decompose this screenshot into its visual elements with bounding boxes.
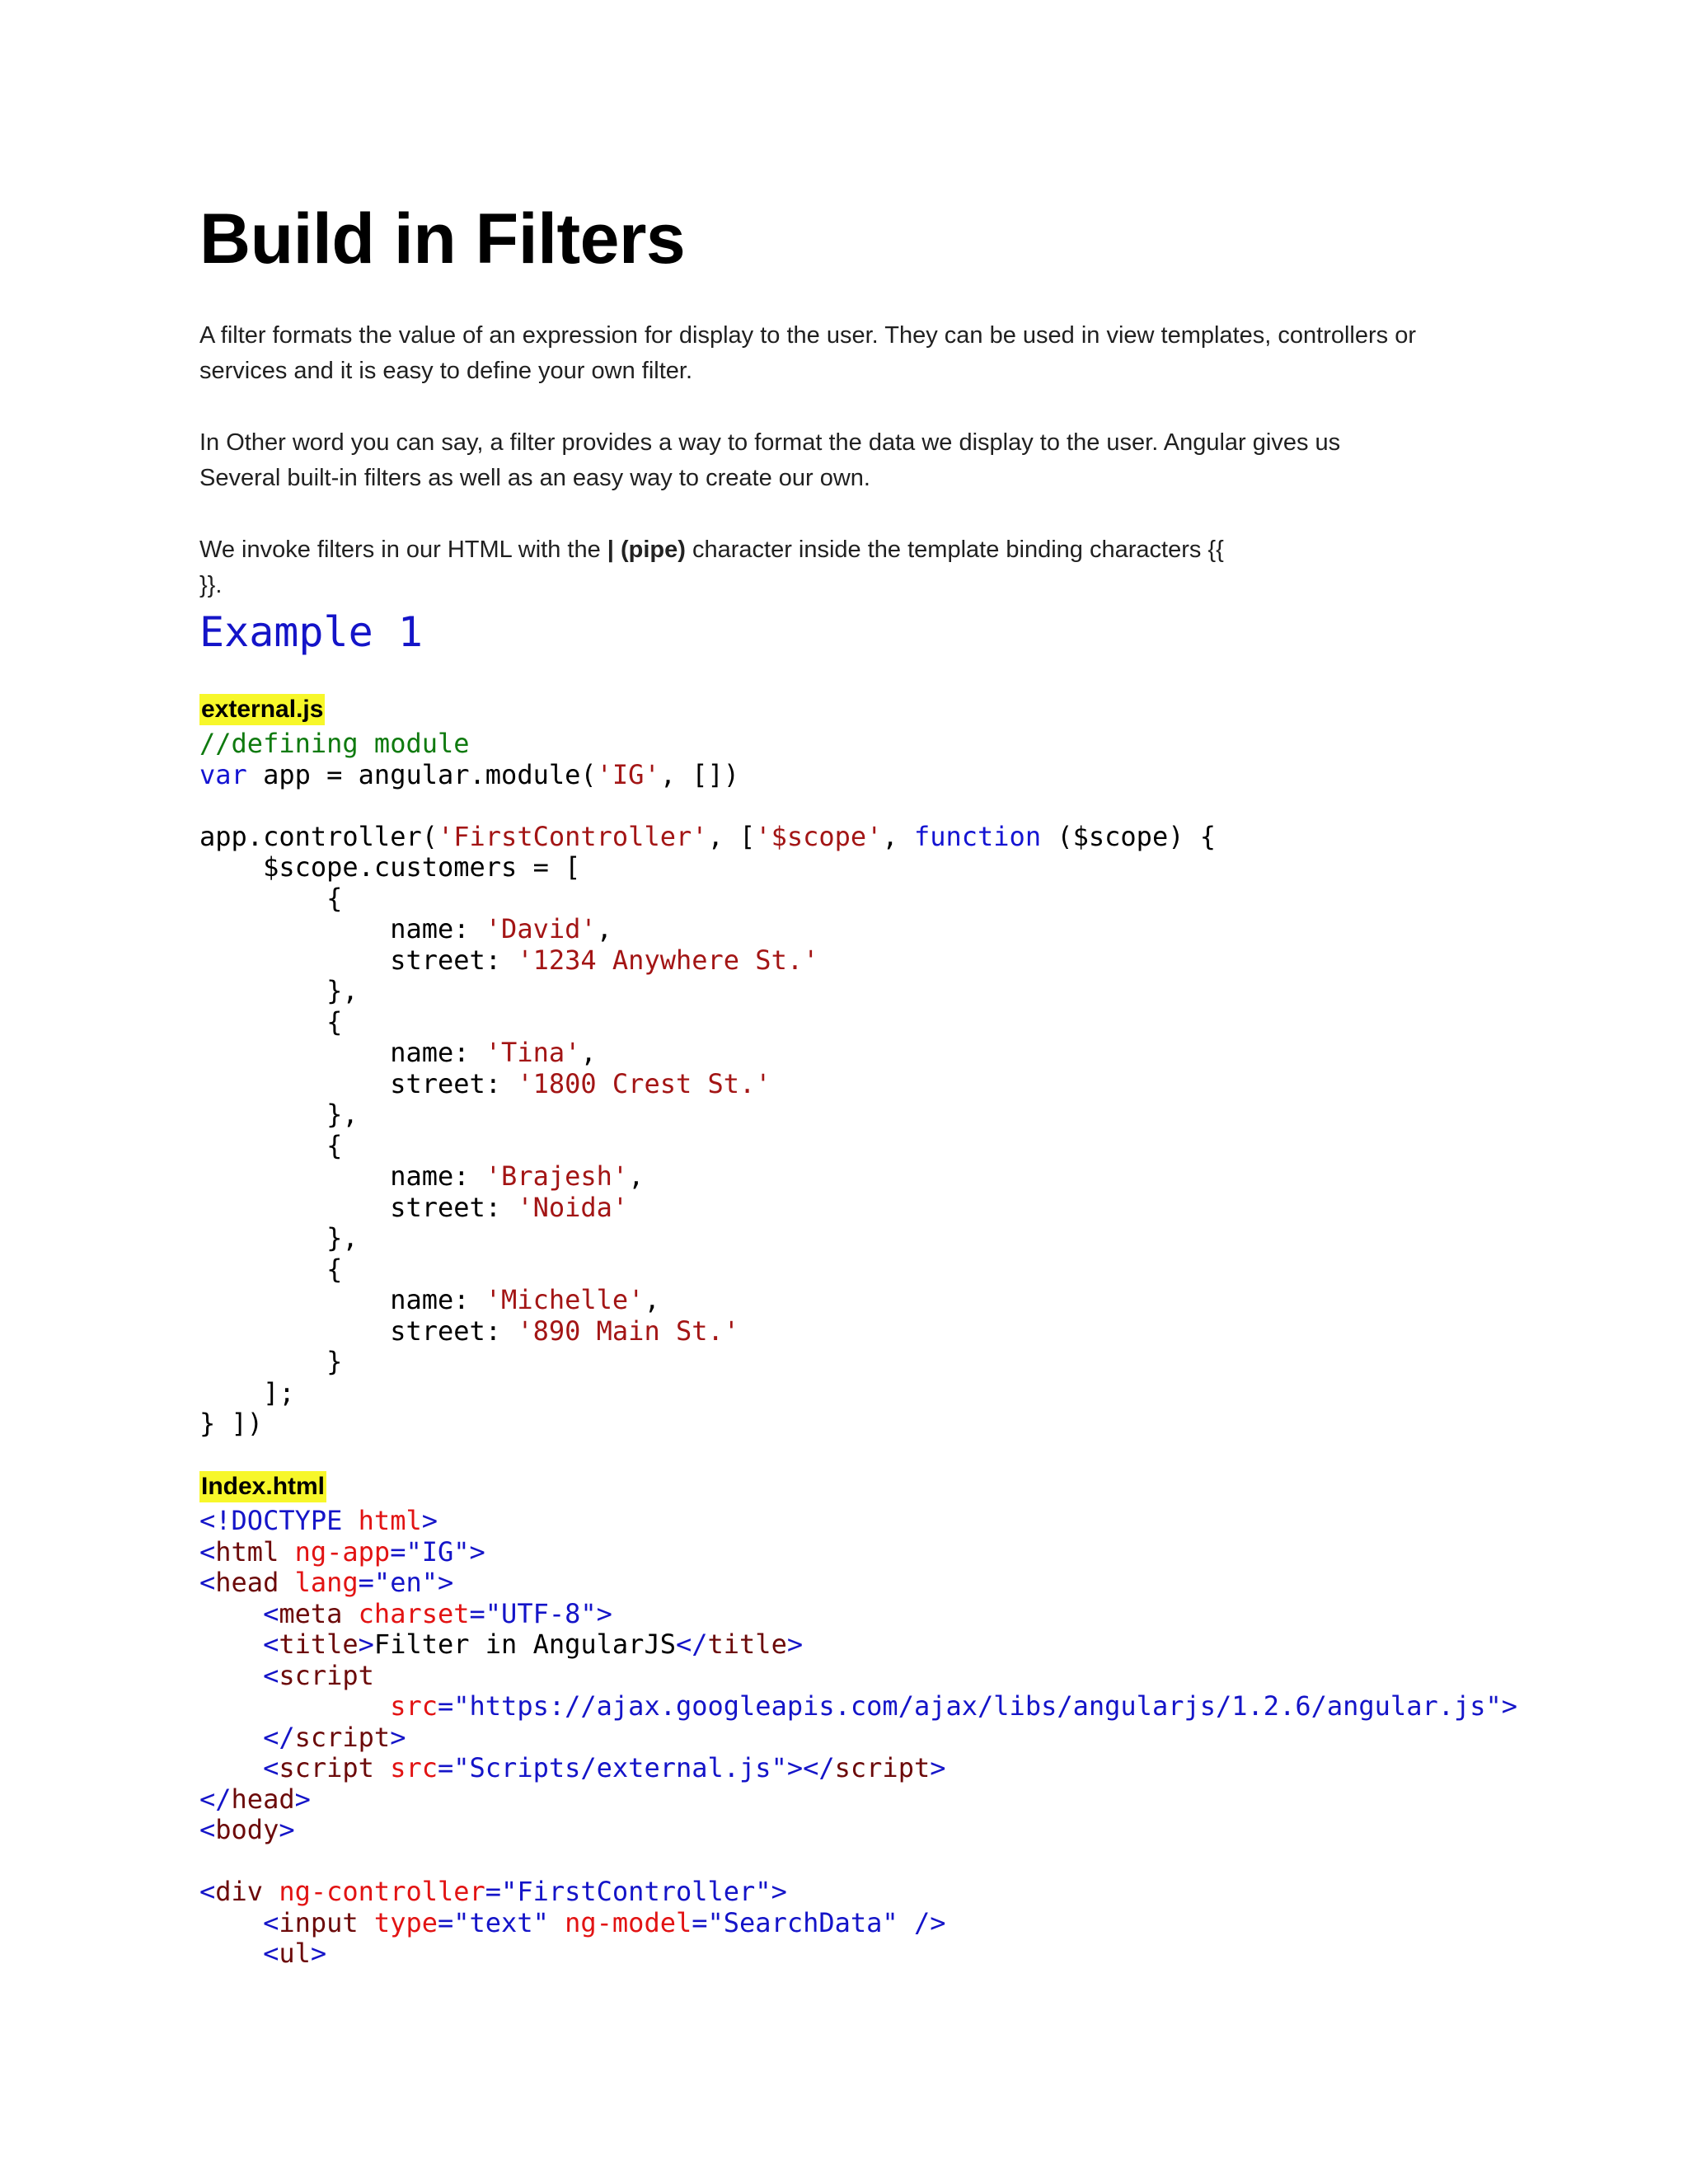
code-punc: < — [199, 1567, 216, 1598]
code-punc: " — [1485, 1690, 1502, 1722]
code-punc: > — [294, 1783, 311, 1815]
code-text: }, — [199, 1222, 359, 1254]
external-js-code-block: //defining module var app = angular.module('IG', []) app.controller('FirstController', ['$scope', function ($scope) { $scope.customers = [ { name: 'David', street: '1234 Anywhere St.' }, { name: 'Tina', street: '1800 Crest St.' }, { name: 'Brajesh', street: 'Noida' }, { name: 'Michelle', street: '890 Main St.' } ]; } ]) — [199, 728, 1216, 1439]
code-punc: > — [421, 1505, 438, 1536]
code-text: , — [882, 820, 914, 852]
intro-paragraph-3 — [199, 532, 1502, 603]
code-punc: < — [263, 1906, 279, 1938]
code-tag: head — [215, 1567, 279, 1598]
code-attr: src — [390, 1690, 438, 1722]
code-punc: > — [469, 1535, 485, 1568]
code-punc: </ — [803, 1752, 835, 1783]
code-punc: > — [786, 1752, 804, 1783]
code-punc: > — [437, 1567, 454, 1598]
code-tag: <!DOCTYPE — [199, 1505, 343, 1536]
code-attr: html — [342, 1505, 422, 1536]
p3-text-after: character inside the template binding characters {{ }}. — [199, 537, 1224, 598]
code-attr: ng-model — [548, 1906, 692, 1938]
code-punc: /> — [898, 1906, 946, 1938]
code-attr: ng-controller — [263, 1876, 485, 1907]
code-text: , [ — [707, 820, 756, 852]
customer-name: 'Brajesh' — [485, 1160, 629, 1192]
code-text: street: — [199, 1067, 518, 1099]
customer-street: 'Noida' — [517, 1191, 629, 1223]
code-tag: input — [279, 1906, 359, 1938]
code-tag: script — [279, 1659, 374, 1691]
code-text: } ]) — [199, 1408, 264, 1439]
code-text: ]; — [199, 1376, 295, 1408]
code-attr: type — [358, 1906, 438, 1938]
code-tag: script — [834, 1752, 931, 1783]
code-punc: > — [930, 1752, 946, 1783]
index-html-label: Index.html — [199, 1471, 326, 1502]
code-punc: < — [263, 1752, 279, 1783]
code-tag: script — [279, 1752, 374, 1783]
code-text: { — [199, 882, 343, 914]
code-text: } — [199, 1346, 343, 1377]
var-keyword: var — [199, 758, 247, 790]
code-value: text — [469, 1906, 533, 1938]
code-punc: " — [453, 1535, 470, 1568]
customer-street: '1234 Anywhere St.' — [517, 944, 819, 976]
code-text: $scope.customers = [ — [199, 851, 581, 883]
code-punc: < — [263, 1629, 279, 1660]
code-text: street: — [199, 1315, 518, 1347]
code-value: IG — [421, 1535, 454, 1568]
code-punc: > — [279, 1814, 295, 1845]
code-value: UTF-8 — [501, 1597, 581, 1629]
code-value: SearchData — [723, 1906, 883, 1938]
code-punc: </ — [263, 1721, 295, 1753]
function-keyword: function — [913, 820, 1042, 852]
intro-paragraph-2: In Other word you can say, a filter provides a way to format the data we display to the user. Angular gives us Several built-in filters as well as an easy way to create our own. — [199, 429, 1341, 491]
code-punc: =" — [390, 1535, 422, 1568]
code-text: street: — [199, 944, 518, 976]
code-punc: =" — [692, 1906, 724, 1938]
code-punc: < — [199, 1814, 216, 1845]
code-punc: < — [263, 1659, 279, 1691]
code-text: }, — [199, 1099, 359, 1130]
code-punc: > — [786, 1629, 804, 1660]
code-text: ($scope) { — [1041, 820, 1216, 852]
code-attr: charset — [342, 1597, 470, 1629]
code-punc: =" — [437, 1906, 470, 1938]
p3-text-before: We invoke filters in our HTML with the — [199, 537, 607, 563]
intro-paragraph-1: A filter formats the value of an expression for display to the user. They can be used in view templates, controllers or services and it is easy to define your own filter. — [199, 322, 1416, 384]
code-punc: > — [390, 1721, 406, 1753]
code-punc: " — [532, 1906, 549, 1938]
code-punc: > — [596, 1597, 612, 1629]
external-js-label: external.js — [199, 694, 325, 725]
code-punc: =" — [358, 1567, 391, 1598]
code-value: FirstController — [517, 1876, 756, 1907]
code-tag: title — [707, 1629, 787, 1660]
code-text: app = angular.module( — [246, 758, 597, 790]
pipe-bold-text: | (pipe) — [607, 537, 686, 563]
code-punc: " — [771, 1752, 787, 1783]
code-tag: html — [215, 1535, 279, 1568]
code-punc: " — [421, 1567, 438, 1598]
page-title: Build in Filters — [199, 199, 686, 279]
code-punc: < — [263, 1597, 279, 1629]
code-tag: title — [279, 1629, 359, 1660]
code-text: { — [199, 1129, 343, 1161]
code-punc: < — [263, 1938, 279, 1969]
example-heading: Example 1 — [199, 608, 423, 656]
code-punc: > — [771, 1876, 787, 1907]
code-attr: src — [390, 1752, 438, 1783]
code-attr: ng-app — [279, 1535, 391, 1568]
index-html-code-block — [199, 1506, 1517, 1970]
code-tag: div — [215, 1876, 264, 1907]
code-punc: > — [310, 1938, 327, 1969]
code-text: Filter in AngularJS — [373, 1629, 676, 1660]
code-text: app.controller( — [199, 820, 438, 852]
code-text: street: — [199, 1191, 518, 1223]
code-punc: =" — [469, 1597, 502, 1629]
code-punc: =" — [437, 1690, 470, 1722]
code-punc: =" — [485, 1876, 518, 1907]
code-punc: </ — [675, 1629, 708, 1660]
customer-name: 'Michelle' — [485, 1284, 645, 1315]
code-tag: script — [294, 1721, 391, 1753]
code-punc: " — [755, 1876, 771, 1907]
code-punc: > — [358, 1629, 374, 1660]
code-punc: =" — [437, 1752, 470, 1783]
code-punc: > — [1501, 1690, 1518, 1722]
code-text: { — [199, 1253, 343, 1285]
code-punc: " — [580, 1597, 597, 1629]
code-value: Scripts/external.js — [469, 1752, 771, 1783]
code-text: }, — [199, 975, 359, 1006]
code-text: , []) — [659, 758, 740, 790]
customer-street: '890 Main St.' — [517, 1315, 740, 1347]
code-tag: ul — [279, 1938, 311, 1969]
code-punc: < — [199, 1876, 216, 1907]
code-string: 'FirstController' — [437, 820, 708, 852]
code-string: '$scope' — [755, 820, 883, 852]
code-text: name: — [199, 1284, 485, 1315]
code-tag: body — [215, 1814, 279, 1845]
code-text: name: — [199, 1160, 485, 1192]
customer-name: 'Tina' — [485, 1037, 581, 1068]
code-text: { — [199, 1005, 343, 1038]
code-punc: " — [882, 1906, 898, 1938]
customer-street: '1800 Crest St.' — [517, 1067, 771, 1099]
code-text: name: — [199, 913, 485, 944]
code-attr: lang — [279, 1567, 359, 1598]
code-tag: head — [231, 1783, 295, 1815]
customer-name: 'David' — [485, 913, 597, 944]
code-value: en — [390, 1567, 422, 1598]
code-text: name: — [199, 1037, 485, 1068]
code-tag: meta — [279, 1597, 343, 1629]
code-punc: </ — [199, 1783, 232, 1815]
code-string: 'IG' — [596, 758, 660, 790]
code-comment: //defining module — [199, 728, 470, 759]
code-value: https://ajax.googleapis.com/ajax/libs/angularjs/1.2.6/angular.js — [469, 1690, 1486, 1722]
code-punc: < — [199, 1535, 216, 1568]
